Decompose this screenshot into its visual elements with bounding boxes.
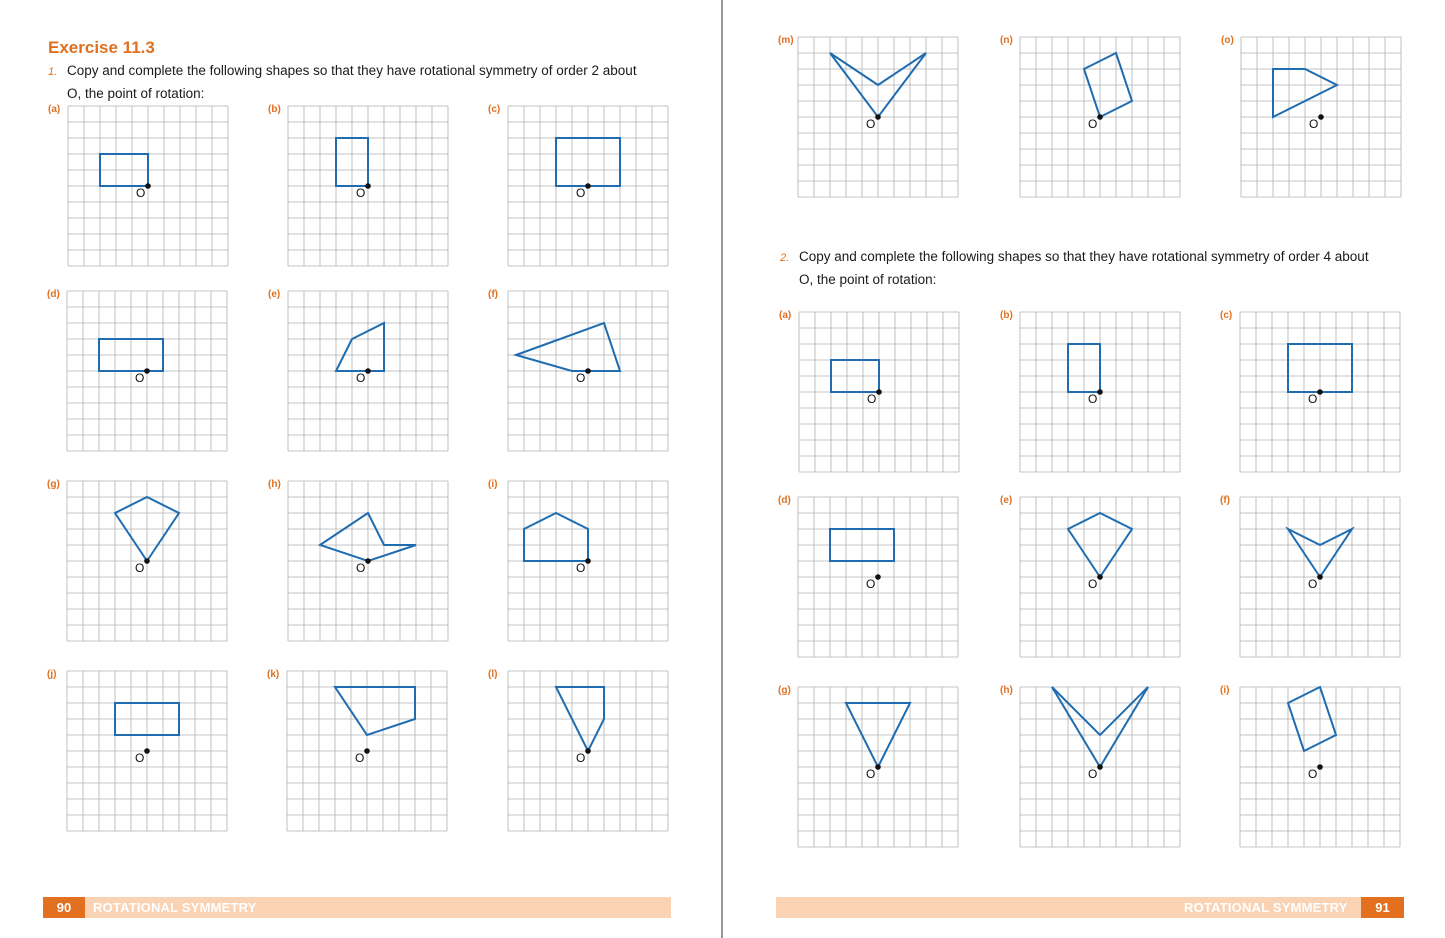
- rotation-point-label: O: [1308, 577, 1318, 591]
- grid-label-q1-j: (j): [47, 669, 57, 680]
- rotation-point-label: O: [136, 186, 146, 200]
- grid-q2-f: [1239, 496, 1401, 658]
- grid-label-q2-e: (e): [1000, 495, 1013, 506]
- grid-q2-d: [797, 496, 959, 658]
- grid-q1-i: [507, 480, 669, 642]
- rotation-point-label: O: [135, 371, 145, 385]
- exercise-title: Exercise 11.3: [48, 38, 155, 57]
- grid-label-q1-a: (a): [48, 104, 61, 115]
- grid-q2-a: [798, 311, 960, 473]
- rotation-point-q1-i: [585, 558, 591, 564]
- rotation-point-label: O: [1088, 767, 1098, 781]
- rotation-point-label: O: [1309, 117, 1319, 131]
- grid-label-q1-l: (l): [488, 669, 498, 680]
- grid-label-q1-n: (n): [1000, 35, 1013, 46]
- grid-label-q2-a: (a): [779, 310, 792, 321]
- grid-q1-b: [287, 105, 449, 267]
- rotation-point-q2-h: [1097, 764, 1103, 770]
- rotation-point-label: O: [356, 186, 366, 200]
- grid-q1-j: [66, 670, 228, 832]
- question-2: [780, 246, 1420, 290]
- grid-label-q2-f: (f): [1220, 495, 1230, 506]
- grid-q2-h: [1019, 686, 1181, 848]
- rotation-point-label: O: [576, 371, 586, 385]
- question-2-line1: Copy and complete the following shapes so that they have rotational symmetry of order 4 about: [799, 249, 1369, 264]
- rotation-point-q1-l: [585, 748, 591, 754]
- rotation-point-q1-k: [364, 748, 370, 754]
- rotation-point-label: O: [355, 751, 365, 765]
- rotation-point-q2-f: [1317, 574, 1323, 580]
- rotation-point-q2-g: [875, 764, 881, 770]
- rotation-point-q1-e: [365, 368, 371, 374]
- grid-label-q2-i: (i): [1220, 685, 1230, 696]
- grid-q1-n: [1019, 36, 1181, 198]
- rotation-point-q1-d: [144, 368, 150, 374]
- rotation-point-q2-b: [1097, 389, 1103, 395]
- rotation-point-label: O: [356, 561, 366, 575]
- grid-q1-e: [287, 290, 449, 452]
- grid-q1-m: [797, 36, 959, 198]
- footer-page-number-left: 90: [43, 897, 85, 918]
- question-1-number: 1.: [48, 66, 58, 78]
- grid-label-q1-m: (m): [778, 35, 794, 46]
- rotation-point-label: O: [1308, 767, 1318, 781]
- shape-q1-k: [335, 687, 415, 735]
- grid-label-q2-c: (c): [1220, 310, 1233, 321]
- grid-label-q2-h: (h): [1000, 685, 1013, 696]
- grid-q2-c: [1239, 311, 1401, 473]
- question-2-number: 2.: [780, 252, 790, 264]
- grid-q1-h: [287, 480, 449, 642]
- shape-q1-f: [516, 323, 620, 371]
- grid-q1-a: [67, 105, 229, 267]
- rotation-point-label: O: [1308, 392, 1318, 406]
- grid-label-q1-o: (o): [1221, 35, 1234, 46]
- rotation-point-q2-e: [1097, 574, 1103, 580]
- rotation-point-q1-o: [1318, 114, 1324, 120]
- question-1-line2: O, the point of rotation:: [67, 86, 205, 101]
- grid-q1-o: [1240, 36, 1402, 198]
- grid-label-q1-h: (h): [268, 479, 281, 490]
- rotation-point-q1-h: [365, 558, 371, 564]
- rotation-point-label: O: [866, 117, 876, 131]
- grid-label-q1-b: (b): [268, 104, 281, 115]
- rotation-point-q1-c: [585, 183, 591, 189]
- rotation-point-q1-a: [145, 183, 151, 189]
- grid-label-q2-b: (b): [1000, 310, 1013, 321]
- rotation-point-label: O: [867, 392, 877, 406]
- question-2-line2: O, the point of rotation:: [799, 272, 937, 287]
- grid-q2-g: [797, 686, 959, 848]
- grid-q1-d: [66, 290, 228, 452]
- shape-q1-e: [336, 323, 384, 371]
- footer-label-left: ROTATIONAL SYMMETRY: [93, 900, 257, 915]
- rotation-point-label: O: [1088, 392, 1098, 406]
- grid-q2-i: [1239, 686, 1401, 848]
- grid-label-q2-d: (d): [778, 495, 791, 506]
- rotation-point-q2-i: [1317, 764, 1323, 770]
- grid-q1-g: [66, 480, 228, 642]
- rotation-point-q1-n: [1097, 114, 1103, 120]
- rotation-point-label: O: [135, 751, 145, 765]
- rotation-point-label: O: [356, 371, 366, 385]
- rotation-point-q2-a: [876, 389, 882, 395]
- grid-q1-l: [507, 670, 669, 832]
- rotation-point-q1-g: [144, 558, 150, 564]
- rotation-point-q2-c: [1317, 389, 1323, 395]
- question-1: [48, 60, 688, 104]
- grid-q2-e: [1019, 496, 1181, 658]
- rotation-point-q2-d: [875, 574, 881, 580]
- grid-q1-f: [507, 290, 669, 452]
- grid-q1-k: [286, 670, 448, 832]
- rotation-point-label: O: [576, 751, 586, 765]
- rotation-point-label: O: [576, 186, 586, 200]
- grid-label-q1-i: (i): [488, 479, 498, 490]
- grid-q2-b: [1019, 311, 1181, 473]
- grid-label-q1-c: (c): [488, 104, 501, 115]
- rotation-point-label: O: [576, 561, 586, 575]
- rotation-point-label: O: [866, 767, 876, 781]
- rotation-point-label: O: [135, 561, 145, 575]
- rotation-point-label: O: [866, 577, 876, 591]
- page-gutter: [721, 0, 723, 938]
- grid-label-q1-g: (g): [47, 479, 60, 490]
- grid-label-q1-k: (k): [267, 669, 280, 680]
- footer-page-number-right: 91: [1361, 897, 1404, 918]
- grid-label-q1-e: (e): [268, 289, 281, 300]
- rotation-point-q1-b: [365, 183, 371, 189]
- rotation-point-q1-m: [875, 114, 881, 120]
- rotation-point-label: O: [1088, 577, 1098, 591]
- grid-label-q2-g: (g): [778, 685, 791, 696]
- grid-label-q1-f: (f): [488, 289, 498, 300]
- grid-q1-c: [507, 105, 669, 267]
- rotation-point-label: O: [1088, 117, 1098, 131]
- rotation-point-q1-f: [585, 368, 591, 374]
- grid-label-q1-d: (d): [47, 289, 60, 300]
- rotation-point-q1-j: [144, 748, 150, 754]
- footer-label-right: ROTATIONAL SYMMETRY: [1184, 900, 1348, 915]
- question-1-line1: Copy and complete the following shapes so that they have rotational symmetry of order 2 about: [67, 63, 637, 78]
